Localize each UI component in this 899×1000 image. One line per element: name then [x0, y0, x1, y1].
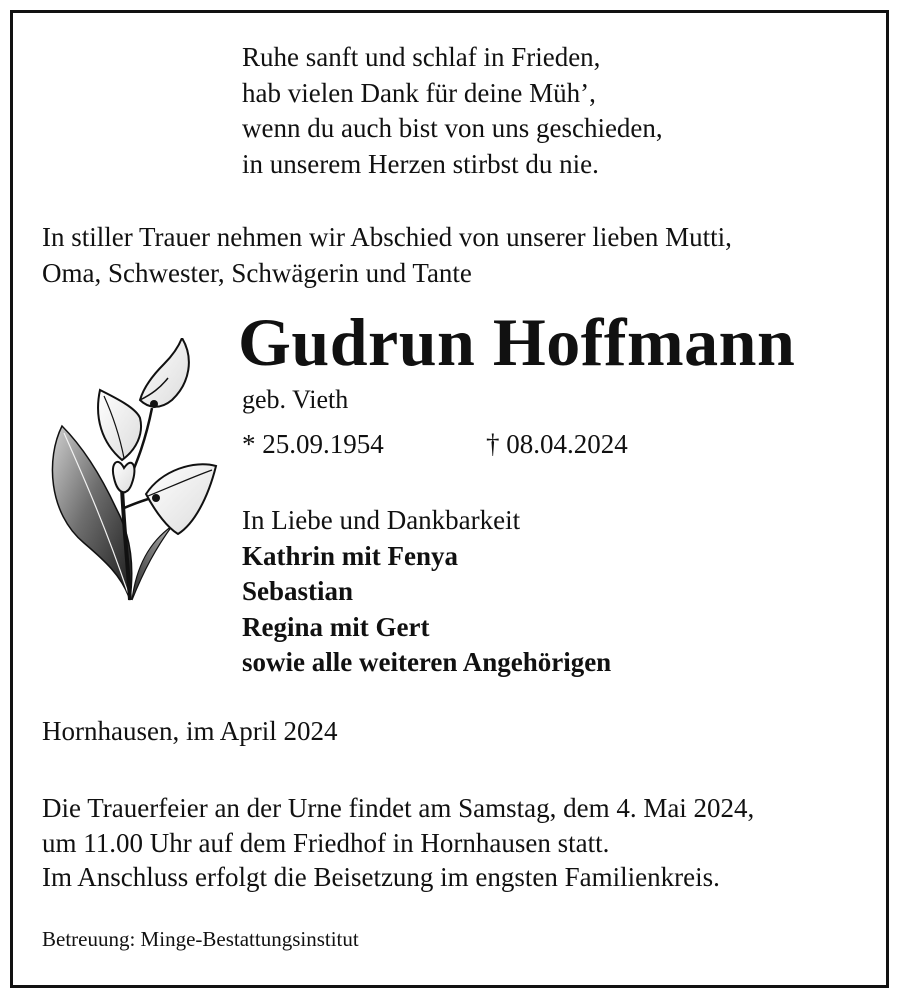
deceased-name: Gudrun Hoffmann — [238, 304, 796, 380]
ceremony-line: um 11.00 Uhr auf dem Friedhof in Hornhausen statt. — [42, 827, 610, 858]
ceremony-info — [42, 791, 754, 895]
thanks-line: In Liebe und Dankbarkeit — [242, 505, 521, 535]
intro-text — [42, 219, 732, 291]
born-name: geb. Vieth — [242, 385, 349, 414]
birth-date: * 25.09.1954 — [242, 429, 384, 459]
mourner-name: sowie alle weiteren Angehörigen — [242, 647, 612, 677]
mourner-name: Kathrin mit Fenya — [242, 540, 458, 571]
poem-line: hab vielen Dank für deine Müh’, — [242, 77, 596, 108]
poem — [242, 40, 663, 182]
mourners-block — [242, 503, 611, 681]
poem-line: Ruhe sanft und schlaf in Frieden, — [242, 42, 601, 72]
mourner-name: Sebastian — [242, 576, 354, 606]
place-date: Hornhausen, im April 2024 — [42, 716, 338, 746]
poem-line: wenn du auch bist von uns geschieden, — [242, 113, 663, 143]
mourner-name: Regina mit Gert — [242, 611, 430, 642]
intro-line: Oma, Schwester, Schwägerin und Tante — [42, 258, 472, 288]
ceremony-line: Die Trauerfeier an der Urne findet am Samstag, dem 4. Mai 2024, — [42, 793, 755, 823]
ceremony-line: Im Anschluss erfolgt die Beisetzung im engsten Familienkreis. — [42, 862, 720, 892]
death-date: † 08.04.2024 — [486, 429, 628, 459]
intro-line: In stiller Trauer nehmen wir Abschied von unserer lieben Mutti, — [42, 222, 732, 252]
undertaker-credit: Betreuung: Minge-Bestattungsinstitut — [42, 927, 359, 951]
poem-line: in unserem Herzen stirbst du nie. — [242, 148, 599, 179]
calla-lily-icon — [44, 338, 222, 604]
